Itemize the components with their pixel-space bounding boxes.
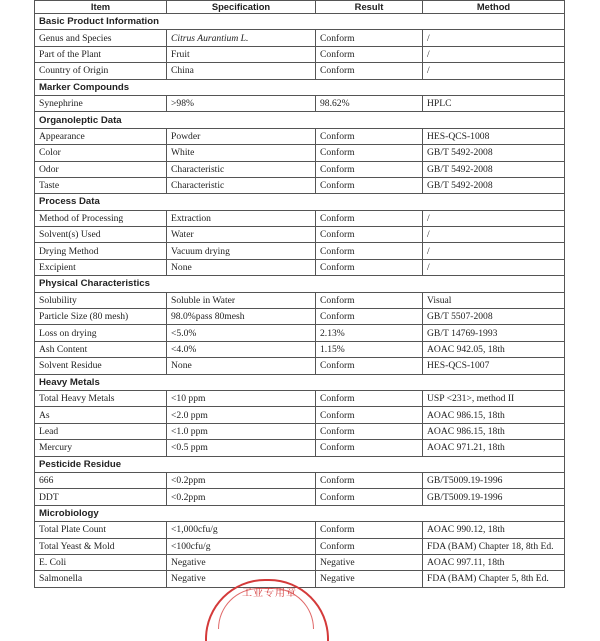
cell-result: Conform [316, 161, 423, 177]
cell-method: GB/T5009.19-1996 [423, 472, 565, 488]
section-title: Microbiology [35, 505, 565, 521]
cell-result: Negative [316, 571, 423, 587]
cell-specification: Vacuum drying [167, 243, 316, 259]
cell-method: GB/T 5492-2008 [423, 177, 565, 193]
cell-specification: <100cfu/g [167, 538, 316, 554]
cell-item: Mercury [35, 440, 167, 456]
cell-specification: Characteristic [167, 161, 316, 177]
cell-method: / [423, 30, 565, 46]
cell-specification: Citrus Aurantium L. [167, 30, 316, 46]
cell-specification: Characteristic [167, 177, 316, 193]
table-row [35, 227, 565, 243]
table-row [35, 259, 565, 275]
section-row [35, 112, 565, 128]
cell-item: E. Coli [35, 554, 167, 570]
cell-result: Conform [316, 292, 423, 308]
cell-specification: Negative [167, 554, 316, 570]
section-title: Basic Product Information [35, 14, 565, 30]
cell-item: As [35, 407, 167, 423]
cell-method: AOAC 942.05, 18th [423, 341, 565, 357]
cell-specification: White [167, 145, 316, 161]
section-row [35, 14, 565, 30]
table-row [35, 243, 565, 259]
cell-method: AOAC 986.15, 18th [423, 423, 565, 439]
cell-item: Part of the Plant [35, 46, 167, 62]
table-row [35, 407, 565, 423]
section-title: Physical Characteristics [35, 276, 565, 292]
cell-result: Conform [316, 358, 423, 374]
cell-specification: Water [167, 227, 316, 243]
section-row [35, 374, 565, 390]
cell-method: AOAC 990.12, 18th [423, 522, 565, 538]
table-header-row [35, 1, 565, 14]
table-row [35, 472, 565, 488]
cell-result: Conform [316, 227, 423, 243]
cell-method: GB/T 14769-1993 [423, 325, 565, 341]
section-row [35, 505, 565, 521]
table-row [35, 423, 565, 439]
cell-item: Solvent(s) Used [35, 227, 167, 243]
cell-method: GB/T5009.19-1996 [423, 489, 565, 505]
cell-specification: >98% [167, 95, 316, 111]
cell-result: 98.62% [316, 95, 423, 111]
cell-item: Solubility [35, 292, 167, 308]
cell-result: Conform [316, 259, 423, 275]
table-row [35, 128, 565, 144]
cell-item: Loss on drying [35, 325, 167, 341]
section-title: Process Data [35, 194, 565, 210]
cell-item: Solvent Residue [35, 358, 167, 374]
cell-result: Conform [316, 407, 423, 423]
cell-specification: <2.0 ppm [167, 407, 316, 423]
table-row [35, 440, 565, 456]
cell-specification: <0.2ppm [167, 489, 316, 505]
cell-item: Odor [35, 161, 167, 177]
cell-item: Total Yeast & Mold [35, 538, 167, 554]
cell-specification: <4.0% [167, 341, 316, 357]
cell-result: Conform [316, 309, 423, 325]
table-row [35, 325, 565, 341]
table-row [35, 46, 565, 62]
cell-result: Negative [316, 554, 423, 570]
cell-item: Country of Origin [35, 63, 167, 79]
cell-specification: Soluble in Water [167, 292, 316, 308]
cell-specification: <1,000cfu/g [167, 522, 316, 538]
cell-item: Method of Processing [35, 210, 167, 226]
cell-specification: Extraction [167, 210, 316, 226]
column-header-specification: Specification [167, 1, 316, 14]
cell-item: Ash Content [35, 341, 167, 357]
cell-result: Conform [316, 522, 423, 538]
table-row [35, 489, 565, 505]
cell-method: GB/T 5507-2008 [423, 309, 565, 325]
section-title: Heavy Metals [35, 374, 565, 390]
table-row [35, 210, 565, 226]
table-row [35, 292, 565, 308]
cell-item: Excipient [35, 259, 167, 275]
table-row [35, 63, 565, 79]
cell-specification: None [167, 259, 316, 275]
cell-method: AOAC 986.15, 18th [423, 407, 565, 423]
cell-item: Salmonella [35, 571, 167, 587]
cell-result: Conform [316, 489, 423, 505]
table-row [35, 30, 565, 46]
cell-method: HES-QCS-1007 [423, 358, 565, 374]
cell-item: Total Plate Count [35, 522, 167, 538]
cell-method: FDA (BAM) Chapter 18, 8th Ed. [423, 538, 565, 554]
cell-result: Conform [316, 538, 423, 554]
cell-result: Conform [316, 177, 423, 193]
table-row [35, 538, 565, 554]
cell-specification: None [167, 358, 316, 374]
cell-method: USP <231>, method II [423, 390, 565, 406]
section-title: Pesticide Residue [35, 456, 565, 472]
section-row [35, 276, 565, 292]
section-title: Marker Compounds [35, 79, 565, 95]
cell-method: / [423, 46, 565, 62]
cell-method: FDA (BAM) Chapter 5, 8th Ed. [423, 571, 565, 587]
cell-method: HPLC [423, 95, 565, 111]
cell-result: 2.13% [316, 325, 423, 341]
table-row [35, 358, 565, 374]
cell-method: / [423, 227, 565, 243]
cell-specification: China [167, 63, 316, 79]
cell-method: / [423, 63, 565, 79]
cell-item: Genus and Species [35, 30, 167, 46]
section-row [35, 194, 565, 210]
cell-result: Conform [316, 145, 423, 161]
cell-specification: Negative [167, 571, 316, 587]
cell-specification: Powder [167, 128, 316, 144]
cell-result: Conform [316, 390, 423, 406]
coa-table [34, 0, 565, 588]
section-title: Organoleptic Data [35, 112, 565, 128]
cell-item: Appearance [35, 128, 167, 144]
cell-result: Conform [316, 472, 423, 488]
section-row [35, 79, 565, 95]
cell-result: Conform [316, 243, 423, 259]
table-row [35, 309, 565, 325]
cell-method: / [423, 243, 565, 259]
column-header-result: Result [316, 1, 423, 14]
column-header-item: Item [35, 1, 167, 14]
cell-item: Color [35, 145, 167, 161]
cell-specification: Fruit [167, 46, 316, 62]
cell-method: / [423, 210, 565, 226]
table-row [35, 177, 565, 193]
table-row [35, 554, 565, 570]
cell-method: Visual [423, 292, 565, 308]
cell-method: GB/T 5492-2008 [423, 161, 565, 177]
cell-specification: 98.0%pass 80mesh [167, 309, 316, 325]
section-row [35, 456, 565, 472]
cell-specification: <5.0% [167, 325, 316, 341]
cell-item: Particle Size (80 mesh) [35, 309, 167, 325]
cell-specification: <1.0 ppm [167, 423, 316, 439]
cell-result: Conform [316, 440, 423, 456]
cell-method: AOAC 997.11, 18th [423, 554, 565, 570]
cell-item: Synephrine [35, 95, 167, 111]
cell-method: / [423, 259, 565, 275]
cell-result: Conform [316, 128, 423, 144]
cell-method: HES-QCS-1008 [423, 128, 565, 144]
coa-table-body [35, 14, 565, 588]
cell-result: Conform [316, 30, 423, 46]
table-row [35, 522, 565, 538]
table-row [35, 341, 565, 357]
cell-item: DDT [35, 489, 167, 505]
cell-result: 1.15% [316, 341, 423, 357]
cell-method: AOAC 971.21, 18th [423, 440, 565, 456]
cell-item: Drying Method [35, 243, 167, 259]
cell-method: GB/T 5492-2008 [423, 145, 565, 161]
cell-item: Taste [35, 177, 167, 193]
table-row [35, 161, 565, 177]
table-row [35, 390, 565, 406]
cell-result: Conform [316, 46, 423, 62]
cell-item: Lead [35, 423, 167, 439]
cell-specification: <0.5 ppm [167, 440, 316, 456]
cell-item: Total Heavy Metals [35, 390, 167, 406]
table-row [35, 95, 565, 111]
column-header-method: Method [423, 1, 565, 14]
company-seal-text: 工业专用章 [242, 588, 297, 599]
cell-item: 666 [35, 472, 167, 488]
cell-result: Conform [316, 63, 423, 79]
table-row [35, 145, 565, 161]
cell-result: Conform [316, 210, 423, 226]
cell-result: Conform [316, 423, 423, 439]
cell-specification: <0.2ppm [167, 472, 316, 488]
table-row [35, 571, 565, 587]
cell-specification: <10 ppm [167, 390, 316, 406]
